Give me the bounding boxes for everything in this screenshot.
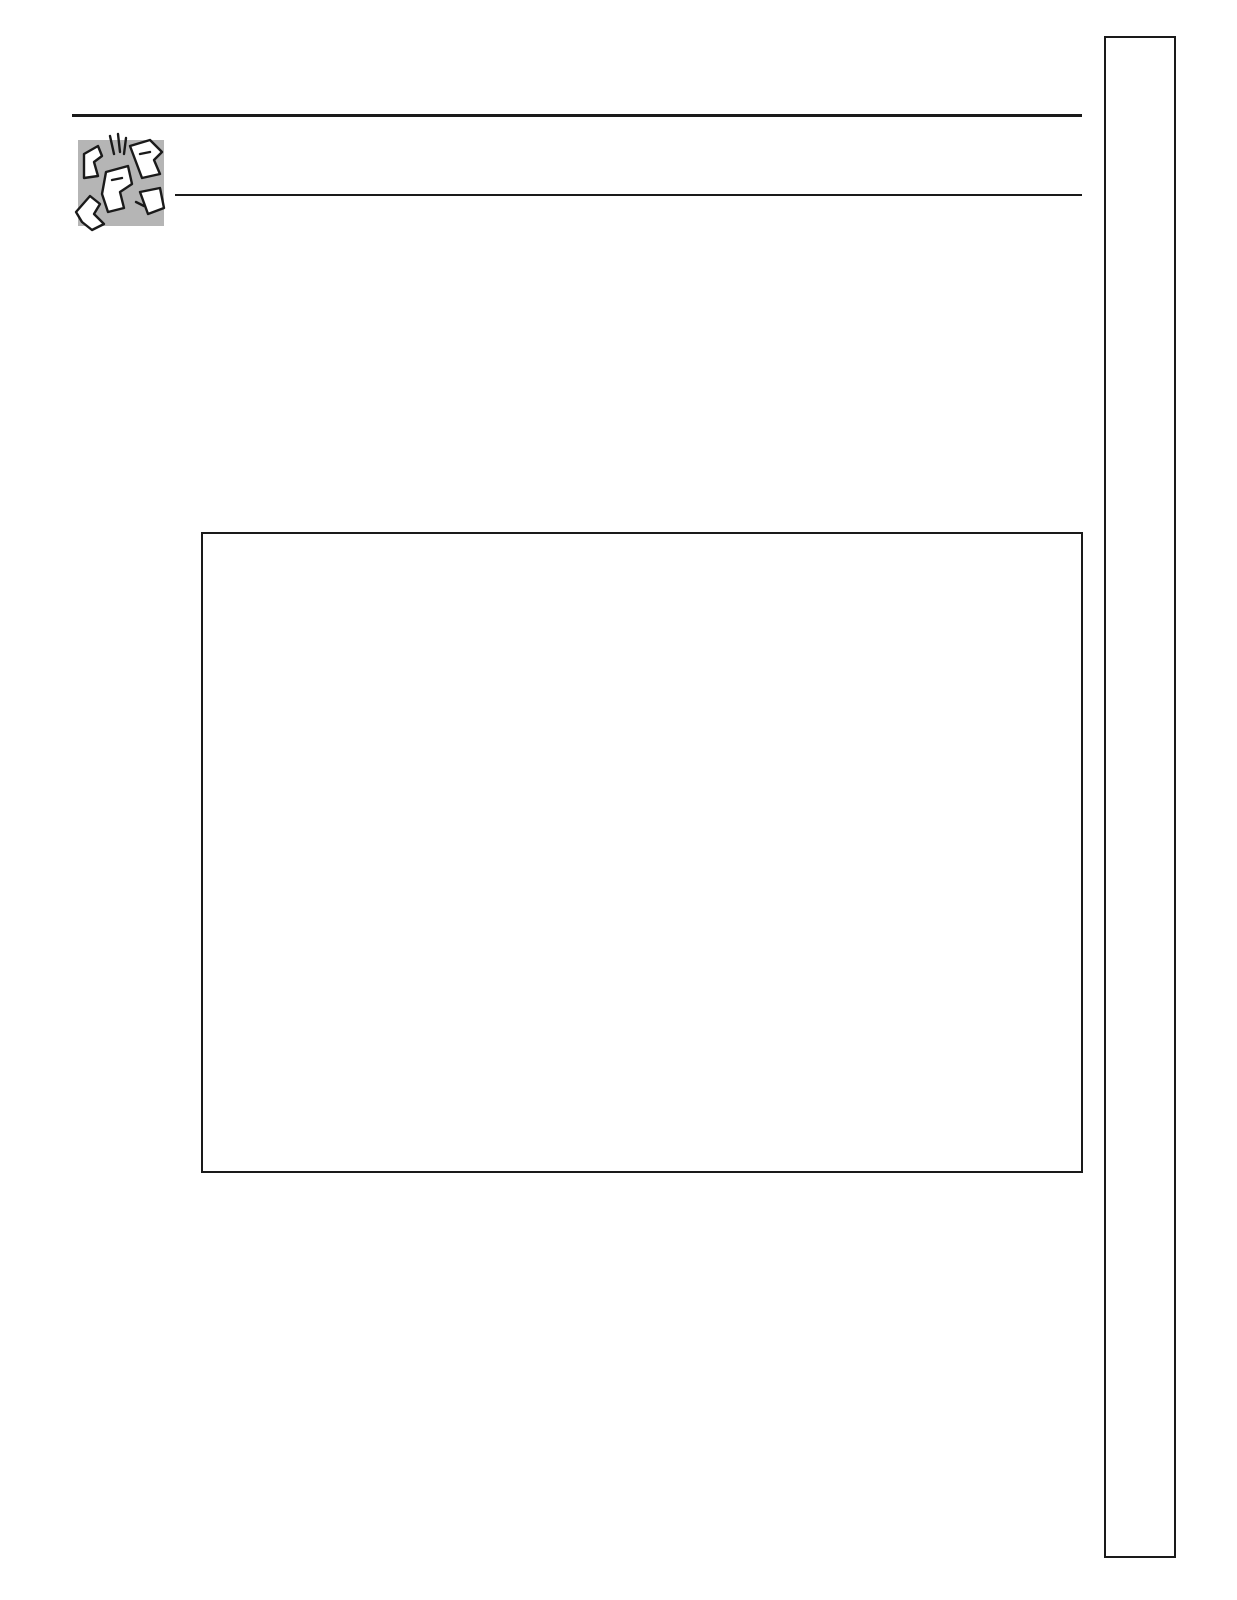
laundry-clothes-icon xyxy=(70,132,166,232)
table-row xyxy=(202,533,1082,1172)
title-rule xyxy=(175,194,1082,196)
max-load-table xyxy=(201,532,1083,1173)
section-tabs xyxy=(1104,36,1176,1558)
top-rule xyxy=(72,114,1082,117)
